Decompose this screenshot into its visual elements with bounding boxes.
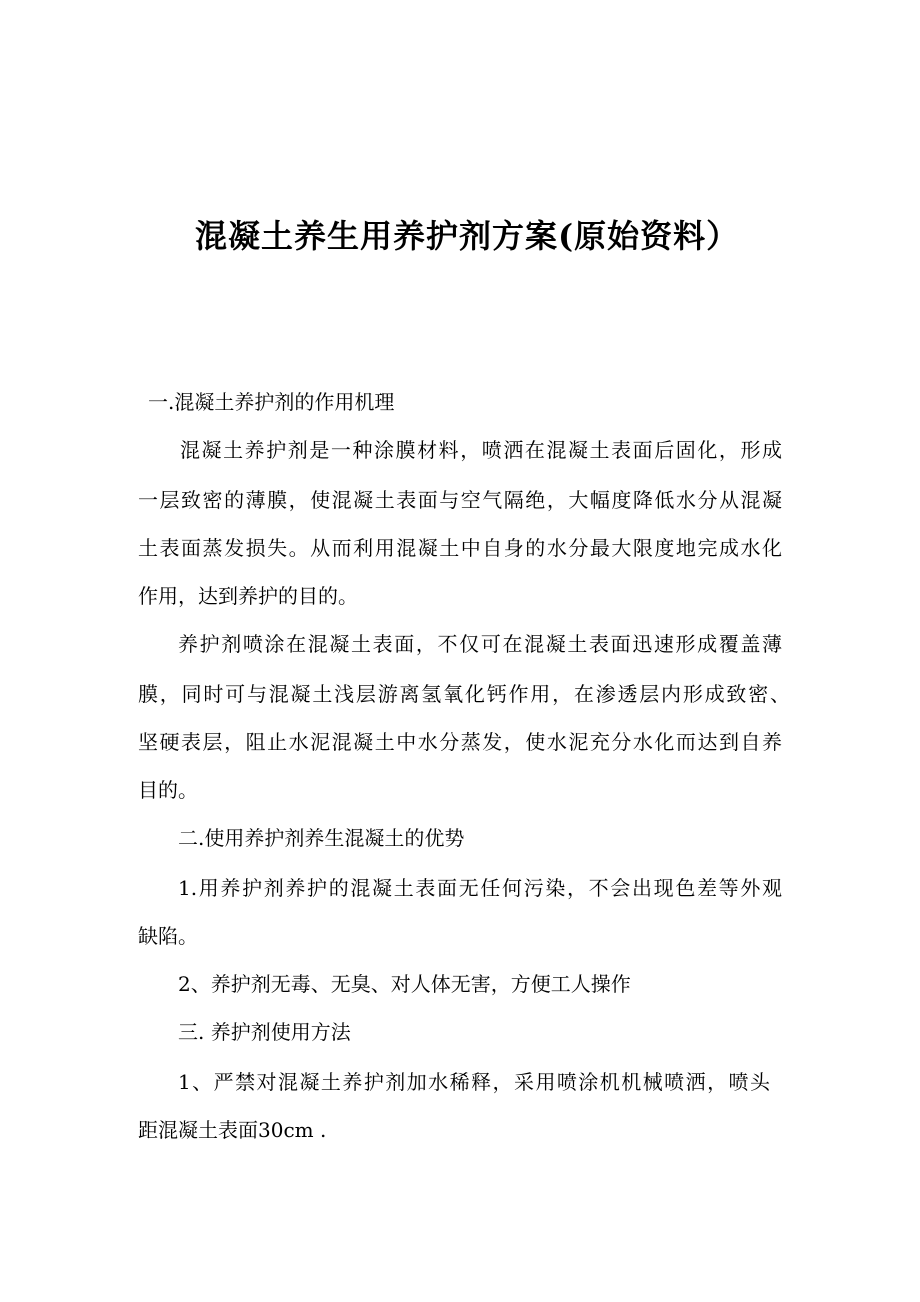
section-heading-1: 一.混凝土养护剂的作用机理 — [148, 390, 395, 414]
document-title: 混凝土养生用养护剂方案(原始资料） — [195, 217, 740, 255]
paragraph-line: 混凝土养护剂是一种涂膜材料，喷洒在混凝土表面后固化，形成 — [180, 438, 782, 462]
paragraph-line: 养护剂喷涂在混凝土表面，不仅可在混凝土表面迅速形成覆盖薄 — [178, 632, 782, 656]
list-item-line: 1、严禁对混凝土养护剂加水稀释，采用喷涂机机械喷洒，喷头 — [178, 1070, 770, 1094]
list-item-line: 距混凝土表面30cm . — [138, 1118, 327, 1142]
list-item-line: 缺陷。 — [138, 924, 198, 948]
paragraph-line: 一层致密的薄膜，使混凝土表面与空气隔绝，大幅度降低水分从混凝 — [138, 488, 782, 512]
paragraph-line: 膜，同时可与混凝土浅层游离氢氧化钙作用，在渗透层内形成致密、 — [138, 682, 790, 706]
paragraph-line: 作用，达到养护的目的。 — [138, 584, 358, 608]
list-item-line: 1.用养护剂养护的混凝土表面无任何污染，不会出现色差等外观 — [178, 876, 782, 900]
paragraph-line: 坚硬表层，阻止水泥混凝土中水分蒸发，使水泥充分水化而达到自养 — [138, 730, 782, 754]
paragraph-line: 土表面蒸发损失。从而利用混凝土中自身的水分最大限度地完成水化 — [138, 536, 782, 560]
section-heading-3: 三. 养护剂使用方法 — [178, 1020, 351, 1044]
list-item-line: 2、养护剂无毒、无臭、对人体无害，方便工人操作 — [178, 972, 631, 996]
section-heading-2: 二.使用养护剂养生混凝土的优势 — [178, 826, 465, 850]
paragraph-line: 目的。 — [138, 778, 198, 802]
